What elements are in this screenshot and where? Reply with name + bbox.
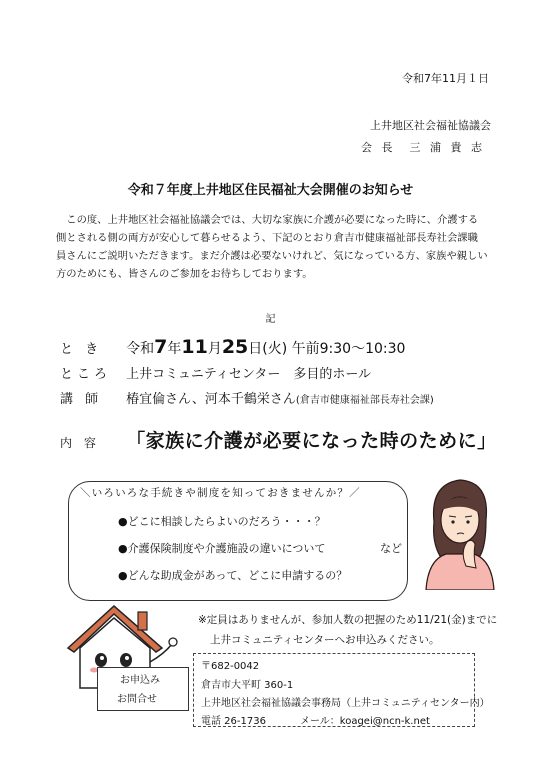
lecturer-label: 講 師	[60, 392, 103, 407]
bubble-item: ●どこに相談したらよいのだろう・・・？	[118, 515, 326, 528]
ki-marker: 記	[265, 314, 276, 325]
content-label: 内 容	[60, 436, 100, 450]
when-month: 11	[181, 336, 208, 358]
organization-name: 上井地区社会福祉協議会	[370, 119, 491, 132]
when-day: 25	[221, 336, 249, 358]
where-value: 上井コミュニティセンター 多目的ホール	[126, 367, 372, 382]
lecturer-value: 椿宜倫さん、河本千鶴栄さん	[126, 392, 296, 407]
office-name: 上井地区社会福祉協議会事務局（上井コミュニティセンター内）	[201, 698, 490, 709]
lecturer-row	[60, 388, 434, 407]
when-nen: 年	[167, 341, 182, 357]
postal-code: 〒682-0042	[201, 661, 260, 672]
when-time: (火) 午前9:30～10:30	[262, 341, 406, 357]
email-address[interactable]: メール：koagei@ncn-k.net	[299, 716, 430, 727]
phone-number: 電話 26-1736	[201, 716, 266, 727]
bubble-items-suffix: など	[380, 542, 402, 555]
when-row	[60, 336, 405, 358]
where-label: ところ	[60, 367, 112, 382]
bubble-heading: ＼いろいろな手続きや制度を知っておきませんか？／	[80, 487, 361, 499]
when-prefix: 令和	[126, 341, 155, 357]
application-note: 上井コミュニティセンターへお申込みください。	[210, 634, 440, 646]
address: 倉吉市大平町 360-1	[201, 680, 294, 691]
content-row	[60, 426, 497, 453]
when-hi: 日	[248, 341, 263, 357]
inquiry-label: お問合せ	[117, 694, 157, 705]
lecturer-affiliation: (倉吉市健康福祉部長寿社会課)	[295, 395, 434, 406]
thinking-woman-illustration	[420, 472, 498, 590]
content-value: 「家族に介護が必要になった時のために」	[126, 430, 497, 452]
notice-title: 令和７年度上井地区住民福祉大会開催のお知らせ	[127, 183, 414, 198]
when-tsuki: 月	[207, 341, 222, 357]
notice-body: この度、上井地区社会福祉協議会では、大切な家族に介護が必要になった時に、介護する側とされる側の両方が安心して暮らせるよう、下記のとおり倉吉市健康福祉部長寿社会課職員さんにご説明いただきます。まだ介護は必要ないけれど、気になっている方、家族や親しい方のためにも、皆さんのご参加をお待ちしております。	[56, 214, 488, 280]
chair-name: 会 長 三 浦 貴 志	[361, 141, 485, 154]
when-label: と き	[60, 342, 103, 357]
bubble-item: ●どんな助成金があって、どこに申請するの？	[118, 569, 348, 582]
where-row	[60, 363, 371, 382]
deadline-note: ※定員はありませんが、参加人数の把握のため11/21(金)までに	[198, 614, 498, 626]
when-year: 7	[154, 336, 168, 358]
contact-line	[201, 712, 430, 727]
issue-date: 令和7年11月１日	[402, 72, 489, 85]
apply-label: お申込み	[120, 675, 160, 686]
bubble-item: ●介護保険制度や介護施設の違いについて	[118, 542, 326, 555]
when-value	[126, 336, 406, 358]
